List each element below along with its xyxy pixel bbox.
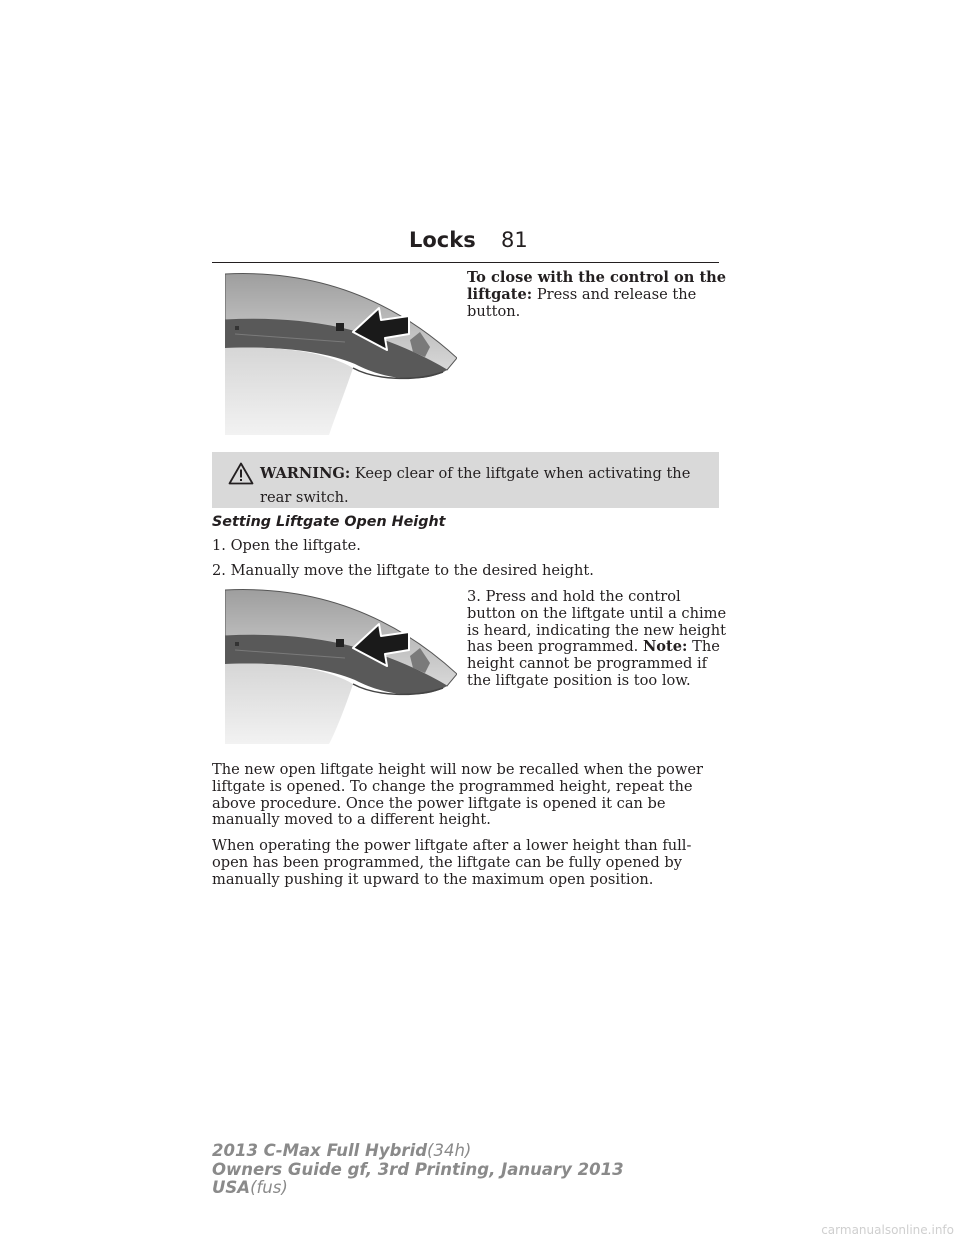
close-instruction-text: Press and release the button. <box>467 285 697 320</box>
page-header <box>212 226 719 263</box>
footer-model-code: (34h) <box>427 1141 472 1160</box>
close-instruction <box>467 270 727 320</box>
note-label: Note: <box>642 638 688 656</box>
watermark: carmanualsonline.info <box>821 1223 954 1237</box>
footer-guide: Owners Guide gf, 3rd Printing, January 2013 <box>212 1159 624 1179</box>
step-3-text: 3. Press and hold the control button on the liftgate until a chime is heard, indicating the new height has been programmed. <box>467 588 727 656</box>
step-3 <box>467 589 727 690</box>
footer-market-code: (fus) <box>250 1178 288 1197</box>
warning-label: WARNING: <box>260 465 351 482</box>
warning-triangle-icon <box>228 462 254 489</box>
paragraph-recall: The new open liftgate height will now be recalled when the power liftgate is opened. To change the programmed height, repeat the above procedure. Once the power liftgate is opened it can be manually moved to a different height. <box>212 761 703 829</box>
note-text: The height cannot be programmed if the liftgate position is too low. <box>467 638 720 689</box>
warning-body: Keep clear of the liftgate when activating the rear switch. <box>260 465 691 506</box>
footer-market: USA <box>212 1178 251 1197</box>
step-2: 2. Manually move the liftgate to the desired height. <box>212 562 594 579</box>
page-title: Locks <box>409 228 476 252</box>
liftgate-figure-close <box>225 272 457 435</box>
step-1: 1. Open the liftgate. <box>212 537 361 554</box>
section-title: Setting Liftgate Open Height <box>212 514 446 530</box>
footer-model: 2013 C-Max Full Hybrid <box>212 1141 428 1160</box>
warning-box <box>212 452 719 508</box>
liftgate-figure-program <box>225 588 457 744</box>
arrow-icon <box>351 618 413 668</box>
warning-text <box>260 462 710 510</box>
paragraph-full-open: When operating the power liftgate after a lower height than full-open has been programmed, the liftgate can be fully opened by manually pushing it upward to the maximum open position. <box>212 837 692 888</box>
footer <box>212 1142 624 1198</box>
close-instruction-bold: To close with the control on the liftgate: <box>467 269 727 303</box>
page-number: 81 <box>501 228 528 252</box>
arrow-icon <box>351 302 413 352</box>
